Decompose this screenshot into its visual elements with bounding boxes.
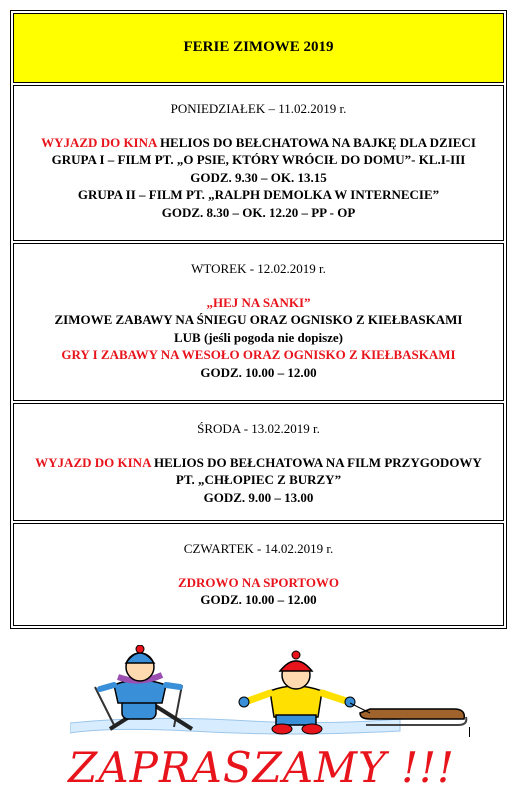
event-highlight: „HEJ NA SANKI”	[206, 294, 311, 310]
schedule-table	[10, 10, 507, 629]
event-line	[14, 134, 503, 152]
event-line: GRUPA I – FILM PT. „O PSIE, KTÓRY WRÓCIŁ DO DOMU”- KL.I-III	[51, 152, 466, 168]
day-date: CZWARTEK - 14.02.2019 r.	[183, 541, 334, 556]
event-line: ZIMOWE ZABAWY NA ŚNIEGU ORAZ OGNISKO Z KIEŁBASKAMI	[54, 312, 463, 328]
event-line: GRUPA II – FILM PT. „RALPH DEMOLKA W INTERNECIE”	[77, 187, 440, 203]
divider	[469, 727, 470, 737]
day-thursday	[13, 523, 504, 626]
event-line	[14, 454, 503, 472]
winter-illustration	[70, 645, 470, 745]
event-text: HELIOS DO BEŁCHATOWA NA FILM PRZYGODOWY	[150, 454, 482, 470]
event-time: GODZ. 9.00 – 13.00	[203, 489, 314, 505]
day-date: ŚRODA - 13.02.2019 r.	[197, 421, 320, 436]
day-date: WTOREK - 12.02.2019 r.	[191, 261, 326, 276]
event-highlight: GRY I ZABAWY NA WESOŁO ORAZ OGNISKO Z KIEŁBASKAMI	[61, 347, 456, 363]
event-highlight: WYJAZD DO KINA	[41, 134, 157, 150]
invitation-text: ZAPRASZAMY !!!	[68, 743, 455, 792]
event-highlight: ZDROWO NA SPORTOWO	[177, 574, 340, 590]
event-highlight: WYJAZD DO KINA	[35, 454, 151, 470]
day-tuesday	[13, 243, 504, 401]
event-line: PT. „CHŁOPIEC Z BURZY”	[175, 472, 342, 488]
event-line: LUB (jeśli pogoda nie dopisze)	[173, 329, 343, 345]
skier-child-icon	[95, 645, 192, 729]
event-time: GODZ. 10.00 – 12.00	[200, 592, 317, 608]
event-time: GODZ. 8.30 – OK. 12.20 – PP - OP	[161, 204, 356, 220]
day-monday	[13, 85, 504, 241]
event-text: HELIOS DO BEŁCHATOWA NA BAJKĘ DLA DZIECI	[156, 134, 476, 150]
day-date: PONIEDZIAŁEK – 11.02.2019 r.	[170, 101, 347, 116]
page-title: FERIE ZIMOWE 2019	[13, 13, 504, 83]
event-time: GODZ. 10.00 – 12.00	[200, 364, 317, 380]
event-time: GODZ. 9.30 – OK. 13.15	[190, 169, 327, 185]
day-wednesday	[13, 403, 504, 521]
